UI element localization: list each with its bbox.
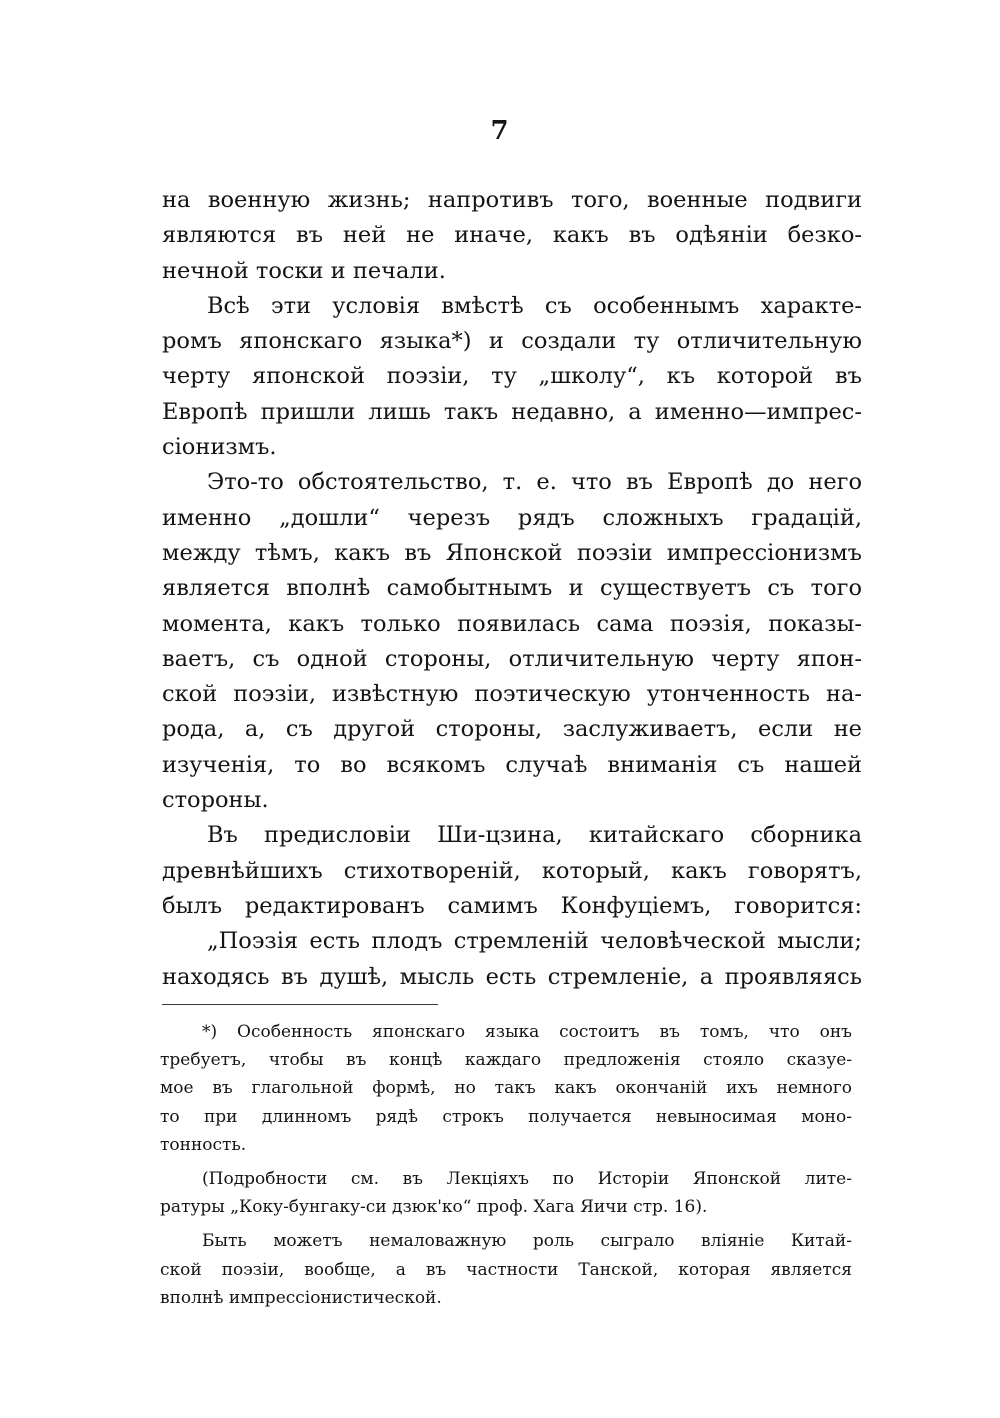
text-line: ской поэзіи, извѣстную поэтическую утонченность на-: [162, 681, 862, 708]
text-line: между тѣмъ, какъ въ Японской поэзіи импрессіонизмъ: [162, 539, 862, 566]
footnote-line: требуетъ, чтобы въ концѣ каждаго предложенія стояло сказуе-: [160, 1050, 852, 1071]
text-line: стороны.: [162, 787, 269, 814]
footnote-line: (Подробности см. въ Лекціяхъ по Исторіи Японской лите-: [202, 1168, 852, 1189]
text-line: Это-то обстоятельство, т. е. что въ Европѣ до него: [207, 469, 862, 496]
text-line: Въ предисловіи Ши-цзина, китайскаго сборника: [207, 822, 862, 849]
text-line: Европѣ пришли лишь такъ недавно, а именно—импрес-: [162, 398, 862, 425]
body-text: [162, 183, 862, 995]
footnote-line: ской поэзіи, вообще, а въ частности Танской, которая является: [160, 1259, 852, 1280]
text-line: Всѣ эти условія вмѣстѣ съ особеннымъ характе-: [207, 292, 862, 319]
footnotes: [160, 1018, 852, 1312]
page-number: 7: [490, 116, 510, 146]
text-line: „Поэзія есть плодъ стремленій человѣческой мысли;: [207, 928, 862, 955]
text-line: рода, а, съ другой стороны, заслуживаетъ, если не: [162, 716, 862, 743]
text-line: являются въ ней не иначе, какъ въ одѣяніи безко-: [162, 222, 862, 249]
text-line: черту японской поэзіи, ту „школу“, къ которой въ: [162, 363, 862, 390]
text-line: ваетъ, съ одной стороны, отличительную черту япон-: [162, 645, 862, 672]
text-line: ромъ японскаго языка*) и создали ту отличительную: [162, 328, 862, 355]
text-line: на военную жизнь; напротивъ того, военные подвиги: [162, 187, 862, 213]
footnote-line: то при длинномъ рядѣ строкъ получается невыносимая моно-: [160, 1106, 852, 1127]
footnote-line: Быть можетъ немаловажную роль сыграло вліяніе Китай-: [202, 1231, 852, 1252]
footnote-line: тонность.: [160, 1134, 247, 1155]
text-line: находясь въ душѣ, мысль есть стремленіе, а проявляясь: [162, 963, 862, 990]
footnote-line: вполнѣ импрессіонистической.: [160, 1287, 442, 1308]
text-line: нечной тоски и печали.: [162, 257, 446, 284]
footnote-line: *) Особенность японскаго языка состоитъ въ томъ, что онъ: [202, 1022, 852, 1042]
footnote-line: ратуры „Коку-бунгаку-си дзюк'ко“ проф. Хага Яичи стр. 16).: [160, 1197, 708, 1218]
text-line: момента, какъ только появилась сама поэзія, показы-: [162, 610, 862, 637]
text-line: именно „дошли“ черезъ рядъ сложныхъ градацій,: [162, 504, 862, 531]
text-line: былъ редактированъ самимъ Конфуціемъ, говорится:: [162, 892, 862, 919]
footnote-line: мое въ глагольной формѣ, но такъ какъ окончаній ихъ немного: [160, 1078, 852, 1099]
text-line: древнѣйшихъ стихотвореній, который, какъ говорятъ,: [162, 857, 862, 884]
text-line: изученія, то во всякомъ случаѣ вниманія съ нашей: [162, 751, 862, 778]
text-line: сіонизмъ.: [162, 434, 277, 461]
text-line: является вполнѣ самобытнымъ и существуетъ съ того: [162, 575, 862, 602]
footnote-divider: [162, 1004, 438, 1005]
